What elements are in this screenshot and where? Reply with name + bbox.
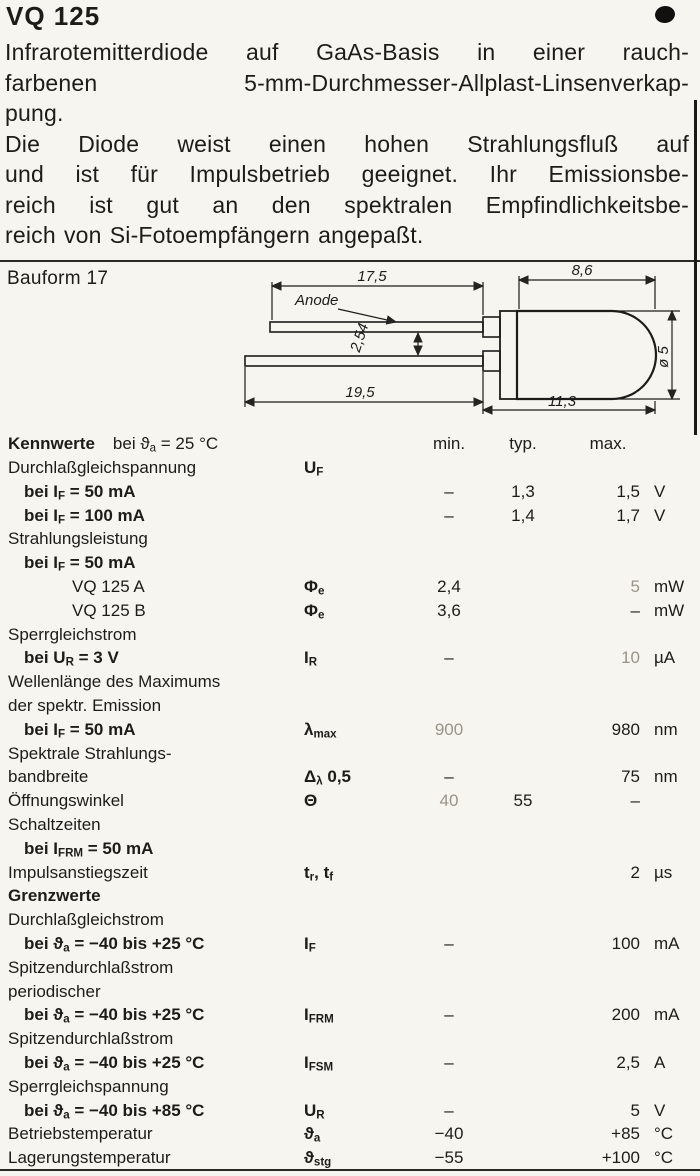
param-label: bei $ϑ_a = -40$ bis +25 °C [24, 1005, 205, 1026]
table-row [0, 837, 700, 861]
package-flange [500, 311, 517, 399]
min-value: – [444, 505, 454, 525]
param-label: bei $U_R = 3$ V [24, 648, 119, 669]
param-label: Sperrgleichstrom [8, 624, 137, 644]
max-value: 5 [630, 1100, 640, 1120]
package-dome [517, 311, 656, 399]
min-value [420, 861, 478, 885]
unit-label: °C [654, 1124, 674, 1144]
max-value: 1,5 [616, 481, 640, 501]
dim-diameter-label: ø 5 [655, 346, 672, 368]
typ-value [478, 765, 568, 789]
param-symbol [304, 956, 420, 980]
typ-value [478, 551, 568, 575]
min-value: −55 [434, 1148, 464, 1168]
scan-edge-artifact [694, 100, 697, 435]
typ-value [478, 932, 568, 956]
intro-line: Infrarotemitterdiode auf GaAs-Basis in einer rauch- [5, 39, 689, 65]
typ-value [478, 813, 568, 837]
min-value: – [444, 767, 454, 787]
unit-label: mA [654, 933, 680, 953]
table-row [0, 623, 700, 647]
bauform-label: Bauform 17 [7, 268, 109, 289]
table-row [0, 1122, 700, 1146]
param-symbol [304, 623, 420, 647]
max-value [568, 813, 648, 837]
param-symbol [304, 527, 420, 551]
intro-line: reich von Si-Fotoempfängern angepaßt. [5, 222, 424, 248]
unit-label [648, 789, 700, 813]
unit-label [648, 670, 700, 694]
max-value: 100 [611, 933, 640, 953]
table-row [0, 599, 700, 623]
intro-line: reich ist gut an den spektralen Empfindlichkeitsbe- [5, 191, 689, 218]
max-value: 200 [611, 1005, 640, 1025]
param-symbol: $I_{FSM}$ [304, 1052, 334, 1074]
col-header-max: max. [589, 434, 627, 453]
param-symbol: $t_r$, $t_f$ [304, 862, 334, 884]
max-value [568, 694, 648, 718]
horizontal-rule-bottom [0, 1169, 700, 1171]
max-value: 10 [621, 648, 640, 668]
param-symbol: $\Delta_\lambda$ 0,5 [304, 767, 351, 788]
section-title-kennwerte: Kennwerte [8, 434, 95, 453]
typ-value [478, 1122, 568, 1146]
typ-value [478, 956, 568, 980]
typ-value [478, 623, 568, 647]
unit-label [648, 908, 700, 932]
max-value [568, 456, 648, 480]
unit-label: µs [654, 862, 673, 882]
typ-value [478, 980, 568, 1004]
param-symbol [304, 980, 420, 1004]
min-value: – [444, 1052, 454, 1072]
unit-label: nm [654, 719, 678, 739]
max-value [568, 908, 648, 932]
typ-value [478, 1099, 568, 1123]
typ-value [478, 670, 568, 694]
max-value [568, 670, 648, 694]
min-value [420, 813, 478, 837]
unit-label: V [654, 481, 666, 501]
max-value: – [630, 791, 640, 811]
min-value: – [444, 933, 454, 953]
param-symbol: $ϑ_a$ [304, 1124, 321, 1145]
unit-label [648, 623, 700, 647]
table-row [0, 718, 700, 742]
param-symbol: $U_F$ [304, 458, 324, 479]
min-value: – [444, 481, 454, 501]
param-label: VQ 125 A [72, 576, 145, 596]
unit-label [648, 956, 700, 980]
spec-table [0, 432, 700, 1170]
param-symbol [304, 742, 420, 766]
min-value [420, 456, 478, 480]
param-symbol: $\Phi_e$ [304, 600, 325, 622]
unit-label [648, 456, 700, 480]
typ-value [478, 1027, 568, 1051]
max-value [568, 884, 648, 908]
typ-value [478, 908, 568, 932]
param-symbol [304, 504, 420, 528]
max-value [568, 742, 648, 766]
typ-value [478, 694, 568, 718]
min-value: – [444, 1005, 454, 1025]
param-symbol [304, 837, 420, 861]
anode-lead [270, 322, 483, 332]
max-value: 1,7 [616, 505, 640, 525]
table-row [0, 742, 700, 766]
max-value: 5 [630, 576, 640, 596]
table-row [0, 861, 700, 885]
param-label: bei $I_F = 100$ mA [24, 505, 145, 527]
unit-label [648, 742, 700, 766]
param-label: Grenzwerte [8, 886, 101, 906]
param-label: Lagerungstemperatur [8, 1148, 171, 1168]
typ-value [478, 599, 568, 623]
table-row [0, 1146, 700, 1170]
intro-line: und ist für Impulsbetrieb geeignet. Ihr Emissionsbe- [5, 161, 689, 187]
param-symbol: $I_R$ [304, 648, 318, 669]
param-symbol [304, 813, 420, 837]
table-row [0, 551, 700, 575]
unit-label: A [654, 1052, 666, 1072]
max-value [568, 837, 648, 861]
min-value: – [444, 1100, 454, 1120]
corner-dot-mark [654, 5, 676, 25]
param-label: bei $I_F = 50$ mA [24, 719, 136, 741]
typ-value [478, 837, 568, 861]
typ-value [478, 575, 568, 599]
max-value: 2 [630, 862, 640, 882]
table-row [0, 694, 700, 718]
table-body [0, 456, 700, 1170]
test-condition: bei $ϑ_a = 25$ °C [112, 434, 219, 455]
min-value [420, 980, 478, 1004]
unit-label: mA [654, 1005, 680, 1025]
max-value: 2,5 [616, 1052, 640, 1072]
max-value: – [630, 600, 640, 620]
table-row [0, 980, 700, 1004]
min-value [420, 694, 478, 718]
unit-label [648, 1075, 700, 1099]
typ-value [478, 456, 568, 480]
typ-value [478, 742, 568, 766]
dim-lead-bottom-label: 19,5 [345, 384, 375, 401]
table-row [0, 1027, 700, 1051]
unit-label: mW [654, 600, 685, 620]
unit-label [648, 527, 700, 551]
intro-text [5, 37, 689, 251]
table-row [0, 504, 700, 528]
min-value [420, 1027, 478, 1051]
typ-value [478, 718, 568, 742]
unit-label [648, 884, 700, 908]
table-row [0, 765, 700, 789]
anode-label: Anode [295, 292, 339, 309]
param-label: periodischer [8, 981, 101, 1001]
min-value [420, 527, 478, 551]
table-header-row [0, 432, 700, 456]
min-value [420, 623, 478, 647]
typ-value: 1,3 [511, 481, 535, 501]
min-value [420, 551, 478, 575]
param-label: Spitzendurchlaßstrom [8, 1029, 174, 1049]
param-symbol: $I_{FRM}$ [304, 1005, 334, 1026]
param-label: bei $ϑ_a = -40$ bis +25 °C [24, 933, 205, 955]
unit-label: nm [654, 767, 678, 787]
param-label: VQ 125 B [72, 600, 146, 620]
table-row [0, 1075, 700, 1099]
param-label: Spitzendurchlaßstrom [8, 957, 174, 977]
intro-line: Die Diode weist einen hohen Strahlungsfluß auf [5, 130, 689, 157]
max-value [568, 527, 648, 551]
param-label: Sperrgleichspannung [8, 1076, 169, 1096]
param-symbol [304, 551, 420, 575]
dim-cap-bottom-label: 11,3 [547, 393, 577, 410]
unit-label [648, 837, 700, 861]
col-header-unit [648, 432, 700, 456]
param-symbol [304, 884, 420, 908]
param-label: bei $I_F = 50$ mA [24, 481, 136, 503]
min-value: 2,4 [437, 576, 461, 596]
table-row [0, 908, 700, 932]
param-symbol: $\lambda_{max}$ [304, 719, 337, 741]
table-row [0, 480, 700, 504]
param-label: Schaltzeiten [8, 814, 101, 834]
param-label: bei $ϑ_a = -40$ bis +25 °C [24, 1052, 205, 1074]
param-symbol [304, 670, 420, 694]
table-row [0, 813, 700, 837]
max-value: 980 [611, 719, 640, 739]
cathode-lead [245, 356, 483, 366]
min-value [420, 670, 478, 694]
table-row [0, 527, 700, 551]
intro-line: pung. [5, 100, 64, 126]
unit-label [648, 694, 700, 718]
min-value: −40 [434, 1124, 464, 1144]
table-row [0, 956, 700, 980]
typ-value [478, 884, 568, 908]
typ-value: 55 [513, 791, 533, 811]
intro-line: farbenen 5-mm-Durchmesser-Allplast-Linsenverkap- [5, 69, 689, 96]
unit-label: µA [654, 648, 676, 668]
unit-label [648, 551, 700, 575]
col-header-symbol [304, 432, 420, 456]
param-label: bei $I_{FRM} = 50$ mA [24, 838, 154, 860]
param-label: Wellenlänge des Maximums [8, 672, 221, 692]
unit-label [648, 813, 700, 837]
max-value [568, 980, 648, 1004]
param-label: Spektrale Strahlungs- [8, 743, 172, 763]
param-label: bei $ϑ_a = -40$ bis +85 °C [24, 1100, 205, 1122]
horizontal-rule-top [0, 260, 700, 262]
max-value [568, 551, 648, 575]
min-value [420, 742, 478, 766]
dim-lead-pitch-label: 2,54 [347, 321, 373, 355]
unit-label: V [654, 1100, 666, 1120]
table-row [0, 932, 700, 956]
cathode-lead-tab [483, 351, 500, 371]
table-row [0, 456, 700, 480]
min-value [420, 884, 478, 908]
typ-value: 1,4 [511, 505, 535, 525]
param-label: Betriebstemperatur [8, 1124, 153, 1144]
param-symbol [304, 908, 420, 932]
max-value [568, 1027, 648, 1051]
unit-label: V [654, 505, 666, 525]
param-symbol [304, 1027, 420, 1051]
param-label: bandbreite [8, 767, 89, 787]
min-value [420, 1075, 478, 1099]
table-row [0, 1051, 700, 1075]
unit-label [648, 1027, 700, 1051]
param-symbol [304, 1075, 420, 1099]
dim-cap-top-label: 8,6 [571, 265, 593, 279]
param-label: bei $I_F = 50$ mA [24, 553, 136, 574]
typ-value [478, 861, 568, 885]
anode-lead-tab [483, 317, 500, 337]
typ-value [478, 1075, 568, 1099]
max-value: 75 [621, 767, 640, 787]
col-header-typ: typ. [509, 434, 537, 453]
param-label: Strahlungsleistung [8, 529, 148, 549]
param-symbol [304, 694, 420, 718]
typ-value [478, 1146, 568, 1170]
min-value [420, 956, 478, 980]
param-label: Durchlaßgleichstrom [8, 910, 164, 930]
max-value: +85 [611, 1124, 640, 1144]
param-label: Durchlaßgleichspannung [8, 458, 197, 477]
table-header-label [8, 432, 304, 456]
table-row [0, 884, 700, 908]
param-label: Impulsanstiegszeit [8, 862, 148, 882]
typ-value [478, 1051, 568, 1075]
typ-value [478, 527, 568, 551]
table-row [0, 1099, 700, 1123]
param-label: Öffnungswinkel [8, 791, 124, 811]
unit-label [648, 980, 700, 1004]
param-label: der spektr. Emission [8, 695, 162, 715]
max-value: +100 [601, 1148, 640, 1168]
min-value: – [444, 648, 454, 668]
param-symbol: $ϑ_{stg}$ [304, 1148, 332, 1169]
min-value: 900 [434, 719, 464, 739]
max-value [568, 956, 648, 980]
typ-value [478, 1003, 568, 1027]
min-value: 3,6 [437, 600, 461, 620]
dim-lead-top-label: 17,5 [357, 268, 387, 285]
table-row [0, 646, 700, 670]
table-row [0, 575, 700, 599]
param-symbol: Θ [304, 791, 318, 811]
param-symbol [304, 480, 420, 504]
max-value [568, 623, 648, 647]
typ-value [478, 646, 568, 670]
table-row [0, 789, 700, 813]
unit-label: °C [654, 1148, 674, 1168]
unit-label: mW [654, 576, 685, 596]
page-title: VQ 125 [6, 1, 101, 31]
package-drawing [0, 265, 700, 435]
min-value: 40 [439, 791, 459, 811]
param-symbol: $I_F$ [304, 933, 316, 955]
param-symbol: $U_R$ [304, 1100, 325, 1122]
table-row [0, 1003, 700, 1027]
min-value [420, 908, 478, 932]
max-value [568, 1075, 648, 1099]
min-value [420, 837, 478, 861]
table-row [0, 670, 700, 694]
param-symbol: $\Phi_e$ [304, 576, 325, 598]
col-header-min: min. [432, 434, 466, 453]
